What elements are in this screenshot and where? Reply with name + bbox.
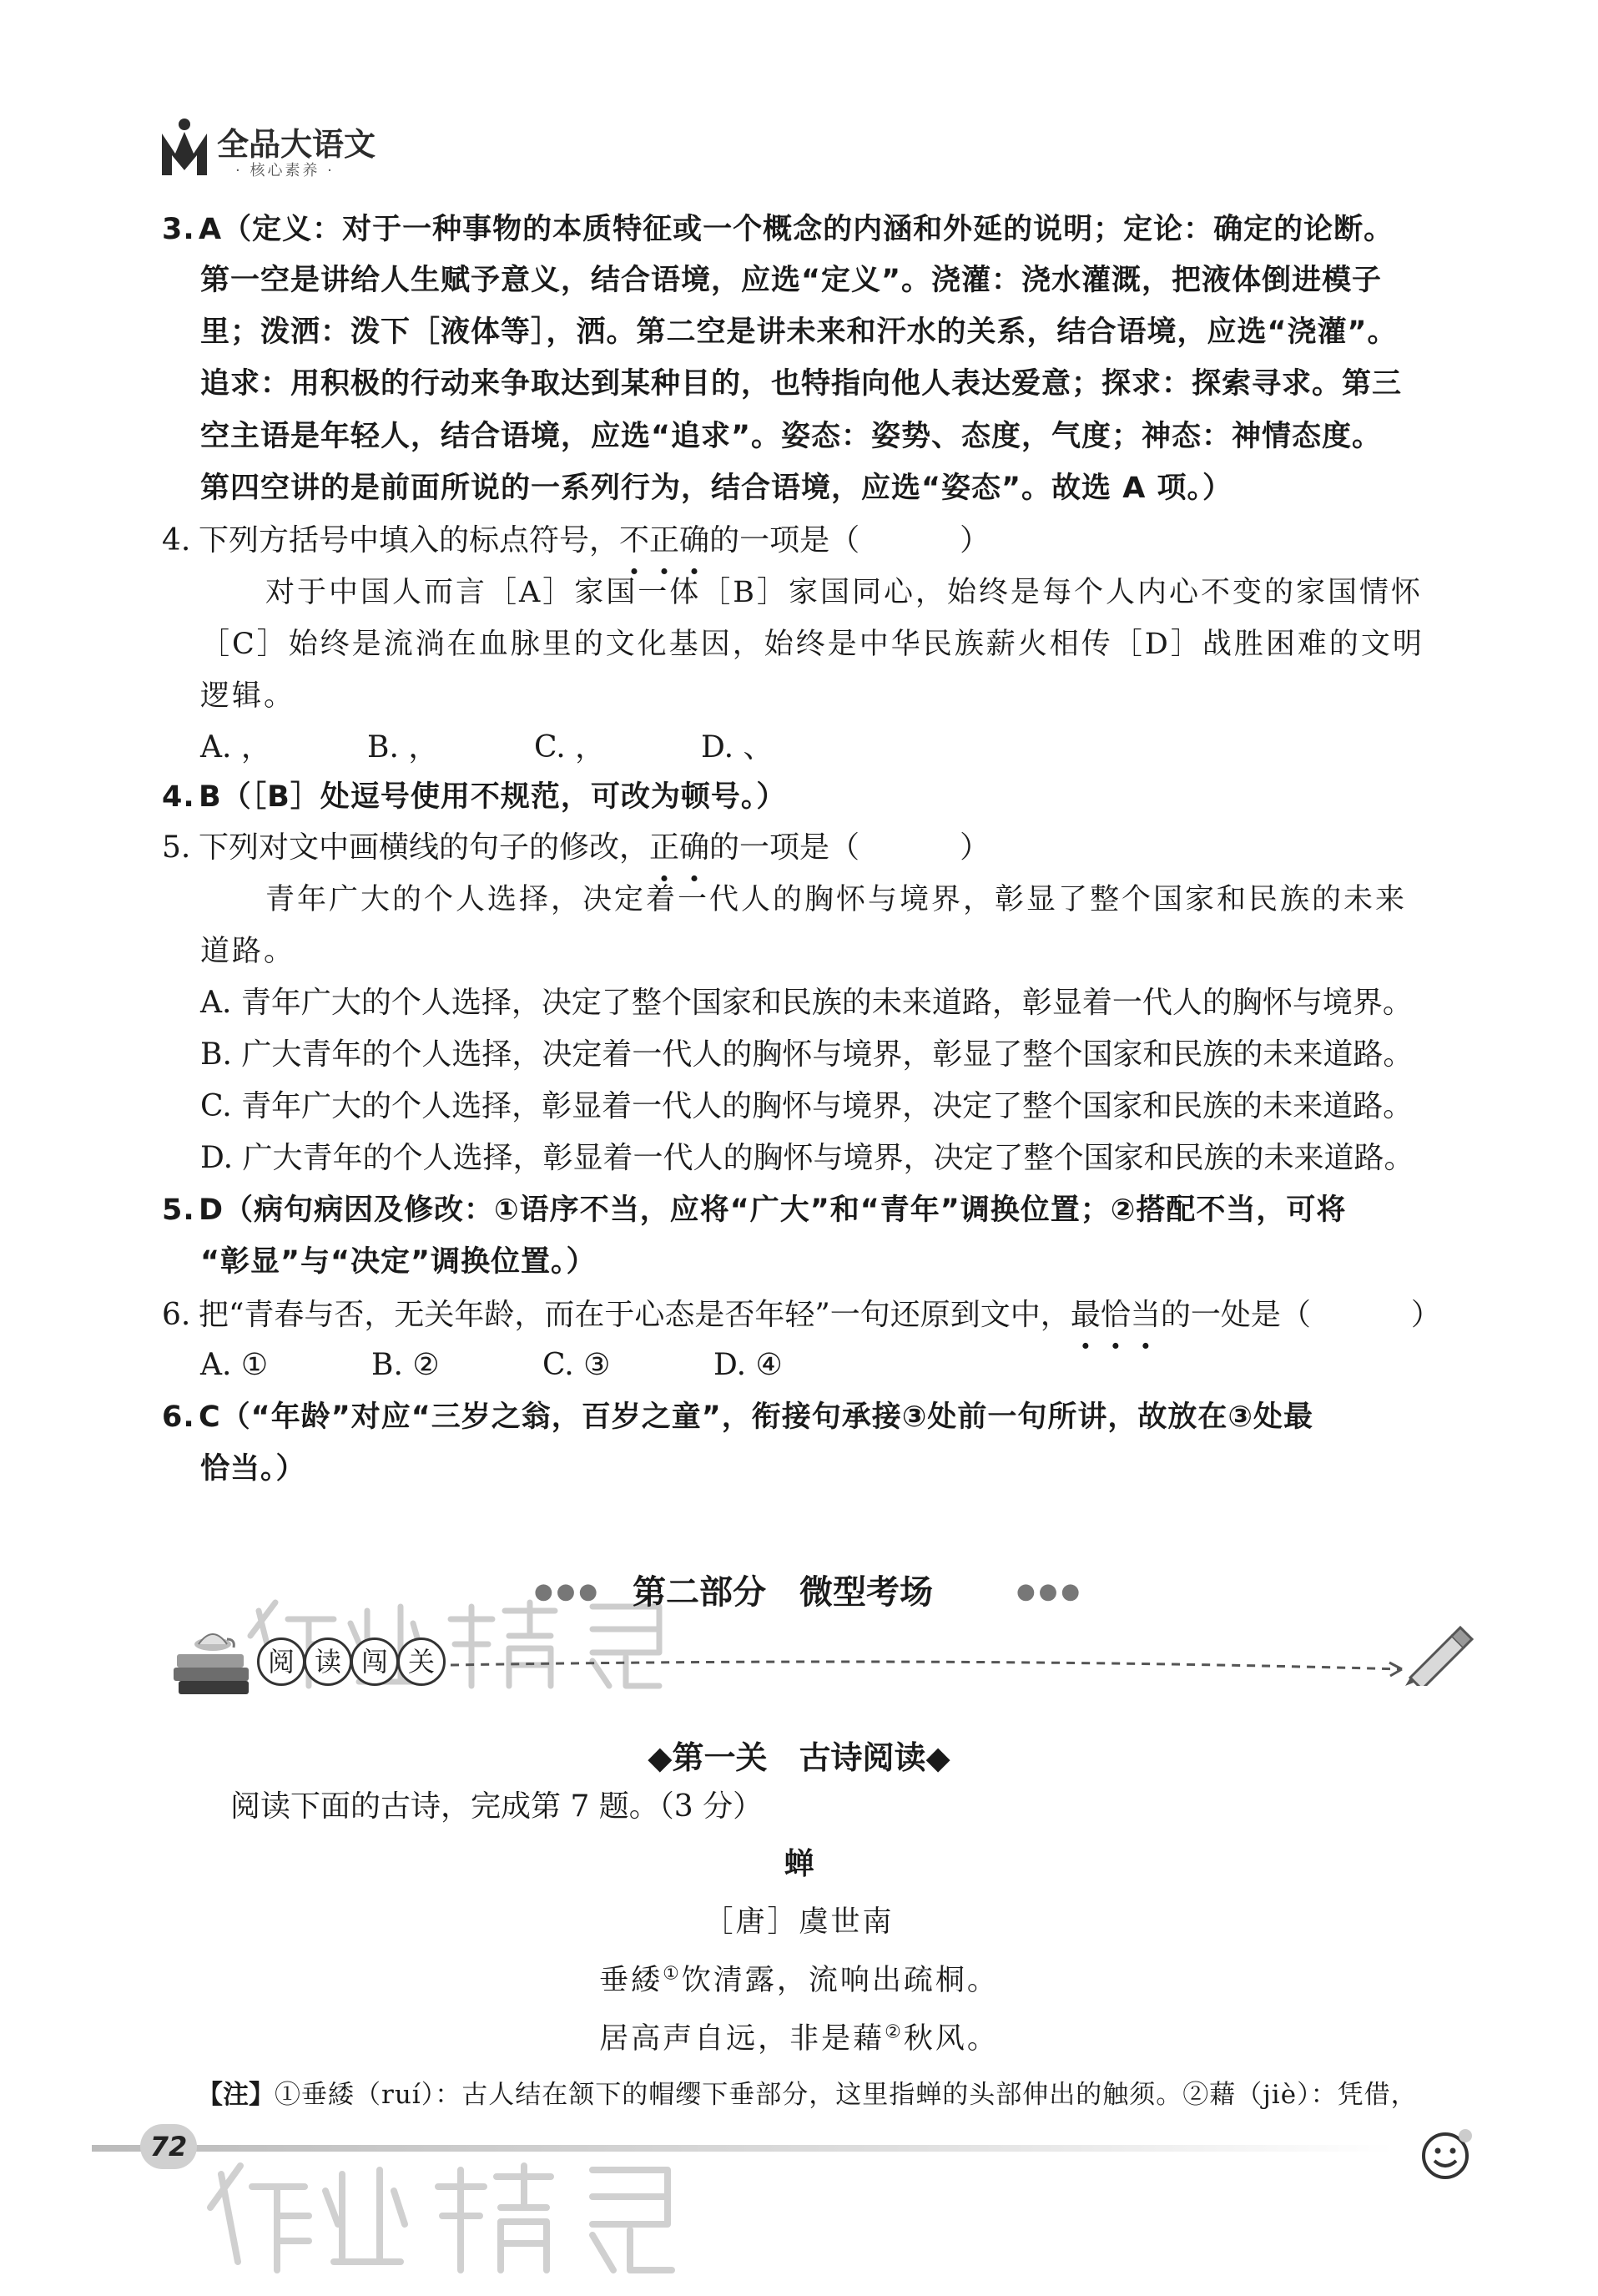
answer-5-line-1 — [162, 1185, 1497, 1235]
option-d[interactable]: D. 、 — [701, 730, 774, 764]
answer-number: 4. — [162, 780, 195, 814]
badge-char: 读 — [304, 1637, 352, 1686]
question-number: 6. — [162, 1298, 191, 1332]
poem-author: ［唐］虞世南 — [703, 1905, 895, 1939]
question-4-stem — [162, 516, 1497, 566]
level-title: ◆第一关 古诗阅读◆ — [648, 1739, 950, 1776]
poem-text: 居高声自远，非是藉 — [599, 2022, 885, 2056]
poem-line-2 — [0, 2016, 1598, 2057]
answer-3-line-1 — [162, 204, 1497, 255]
poem-note — [197, 2070, 1418, 2120]
question-number: 4. — [162, 523, 191, 558]
footnote-marker: ② — [885, 2021, 904, 2043]
answer-text: C（“年龄”对应“三岁之翁，百岁之童”，衔接句承接③处前一句所讲，故放在③处最 — [199, 1400, 1313, 1434]
question-5-option-d[interactable]: D. 广大青年的个人选择，彰显着一代人的胸怀与境界，决定了整个国家和民族的未来道路。 — [200, 1141, 1414, 1175]
question-5-option-a[interactable]: A. 青年广大的个人选择，决定了整个国家和民族的未来道路，彰显着一代人的胸怀与境界。 — [200, 986, 1413, 1020]
question-5-passage-1: 青年广大的个人选择，决定着一代人的胸怀与境界，彰显了整个国家和民族的未来 — [265, 883, 1408, 916]
poem-title: 蝉 — [784, 1847, 814, 1881]
stem-text: 下列对文中画横线的句子的修改， — [199, 830, 650, 865]
reading-badge-row — [167, 1619, 1485, 1711]
section-dots-right: ●●● — [1016, 1579, 1084, 1604]
option-d[interactable]: D. ④ — [713, 1348, 783, 1382]
emphasis-char: 确 — [679, 523, 710, 558]
option-c[interactable]: C. ， — [534, 730, 606, 764]
pencil-icon — [1402, 1619, 1477, 1686]
question-6-options — [200, 1340, 1535, 1390]
answer-number: 3. — [162, 213, 195, 246]
poem-text: 垂緌 — [599, 1964, 663, 1997]
answer-text: D（病句病因及修改：①语序不当，应将“广大”和“青年”调换位置；②搭配不当，可将 — [199, 1193, 1347, 1227]
badge-group — [257, 1637, 457, 1688]
question-4-options — [200, 723, 1535, 773]
dashed-line-arrow — [451, 1619, 1485, 1694]
brand-logo-icon — [159, 117, 210, 177]
header-logo — [159, 117, 409, 184]
answer-3-line-4: 追求：用积极的行动来争取达到某种目的，也特指向他人表达爱意；探求：探索寻求。第三 — [200, 367, 1403, 401]
question-5-option-c[interactable]: C. 青年广大的个人选择，彰显着一代人的胸怀与境界，决定了整个国家和民族的未来道路。 — [200, 1089, 1414, 1123]
answer-3-line-2: 第一空是讲给人生赋予意义，结合语境，应选“定义”。浇灌：浇水灌溉，把液体倒进模子 — [200, 264, 1383, 297]
answer-6-line-1 — [162, 1392, 1497, 1442]
answer-number: 6. — [162, 1400, 195, 1434]
stem-text: 把“青春与否，无关年龄，而在于心态是否年轻”一句还原到文中， — [199, 1298, 1071, 1332]
question-6-stem — [162, 1290, 1497, 1340]
answer-text: A（定义：对于一种事物的本质特征或一个概念的内涵和外延的说明；定论：确定的论断。 — [199, 213, 1394, 246]
answer-number: 5. — [162, 1193, 195, 1227]
emphasis-char: 确 — [679, 830, 710, 865]
watermark-lower — [200, 2137, 718, 2290]
brand-tagline: · 核心素养 · — [235, 162, 335, 179]
answer-5-line-2: “彰显”与“决定”调换位置。） — [200, 1245, 597, 1279]
watermark-graphic — [200, 2137, 718, 2287]
stem-text: 的一处是（ — [1160, 1298, 1311, 1332]
stem-text: ） — [960, 523, 991, 558]
brand-name: 全品大语文 — [217, 126, 376, 163]
question-4-passage-2: ［C］始终是流淌在血脉里的文化基因，始终是中华民族薪火相传［D］战胜困难的文明 — [200, 628, 1424, 661]
section-title: 第二部分 微型考场 — [633, 1573, 933, 1612]
emphasis-char: 正 — [649, 830, 680, 865]
emphasis-char: 当 — [1130, 1298, 1161, 1332]
note-text: ①垂緌（ruí）：古人结在颔下的帽缨下垂部分，这里指蝉的头部伸出的触须。②藉（jiè）：凭借， — [275, 2080, 1418, 2110]
smiley-icon — [1419, 2124, 1477, 2182]
question-5-stem — [162, 823, 1497, 873]
answer-3-line-6: 第四空讲的是前面所说的一系列行为，结合语境，应选“姿态”。故选 A 项。） — [200, 472, 1233, 505]
badge-char: 关 — [397, 1637, 446, 1686]
poem-line-1 — [0, 1957, 1598, 1999]
answer-6-line-2: 恰当。） — [200, 1452, 306, 1486]
option-b[interactable]: B. ② — [371, 1348, 440, 1382]
note-label: 【注】 — [197, 2080, 275, 2110]
section-dots-left: ●●● — [534, 1579, 602, 1604]
option-a[interactable]: A. ① — [200, 1348, 269, 1382]
question-number: 5. — [162, 830, 191, 865]
poem-text: 饮清露，流响出疏桐。 — [681, 1964, 999, 1997]
stem-text: ） — [1410, 1298, 1441, 1332]
page-number: 72 — [149, 2131, 188, 2162]
poem-text: 秋风。 — [903, 2022, 999, 2056]
question-5-passage-2: 道路。 — [200, 935, 296, 968]
emphasis-char: 正 — [649, 523, 680, 558]
stem-text: ） — [960, 830, 991, 865]
section-header — [534, 1561, 1118, 1619]
stem-text: 下列方括号中填入的标点符号， — [199, 523, 620, 558]
reading-instruction: 阅读下面的古诗，完成第 7 题。（3 分） — [230, 1789, 764, 1824]
question-4-passage-1: 对于中国人而言［A］家国一体［B］家国同心，始终是每个人内心不变的家国情怀 — [265, 576, 1423, 609]
option-c[interactable]: C. ③ — [542, 1348, 611, 1382]
books-icon — [167, 1619, 259, 1703]
stem-text: 的一项是（ — [709, 830, 860, 865]
stem-text: 的一项是（ — [709, 523, 860, 558]
question-4-passage-3: 逻辑。 — [200, 679, 296, 713]
answer-3-line-3: 里；泼洒：泼下［液体等］，洒。第二空是讲未来和汗水的关系，结合语境，应选“浇灌”。 — [200, 315, 1398, 349]
emphasis-char: 最 — [1070, 1298, 1101, 1332]
footnote-marker: ① — [663, 1963, 682, 1985]
question-5-option-b[interactable]: B. 广大青年的个人选择，决定着一代人的胸怀与境界，彰显了整个国家和民族的未来道路。 — [200, 1037, 1414, 1072]
option-b[interactable]: B. ， — [367, 730, 439, 764]
emphasis-char: 不 — [619, 523, 650, 558]
badge-char: 闯 — [350, 1637, 399, 1686]
page-number-badge — [140, 2124, 197, 2169]
badge-char: 阅 — [257, 1637, 305, 1686]
answer-3-line-5: 空主语是年轻人，结合语境，应选“追求”。姿态：姿势、态度，气度；神态：神情态度。 — [200, 420, 1383, 453]
answer-4 — [162, 772, 1497, 822]
emphasis-char: 恰 — [1100, 1298, 1131, 1332]
answer-text: B（［B］处逗号使用不规范，可改为顿号。） — [199, 780, 787, 814]
option-a[interactable]: A. ， — [200, 730, 271, 764]
